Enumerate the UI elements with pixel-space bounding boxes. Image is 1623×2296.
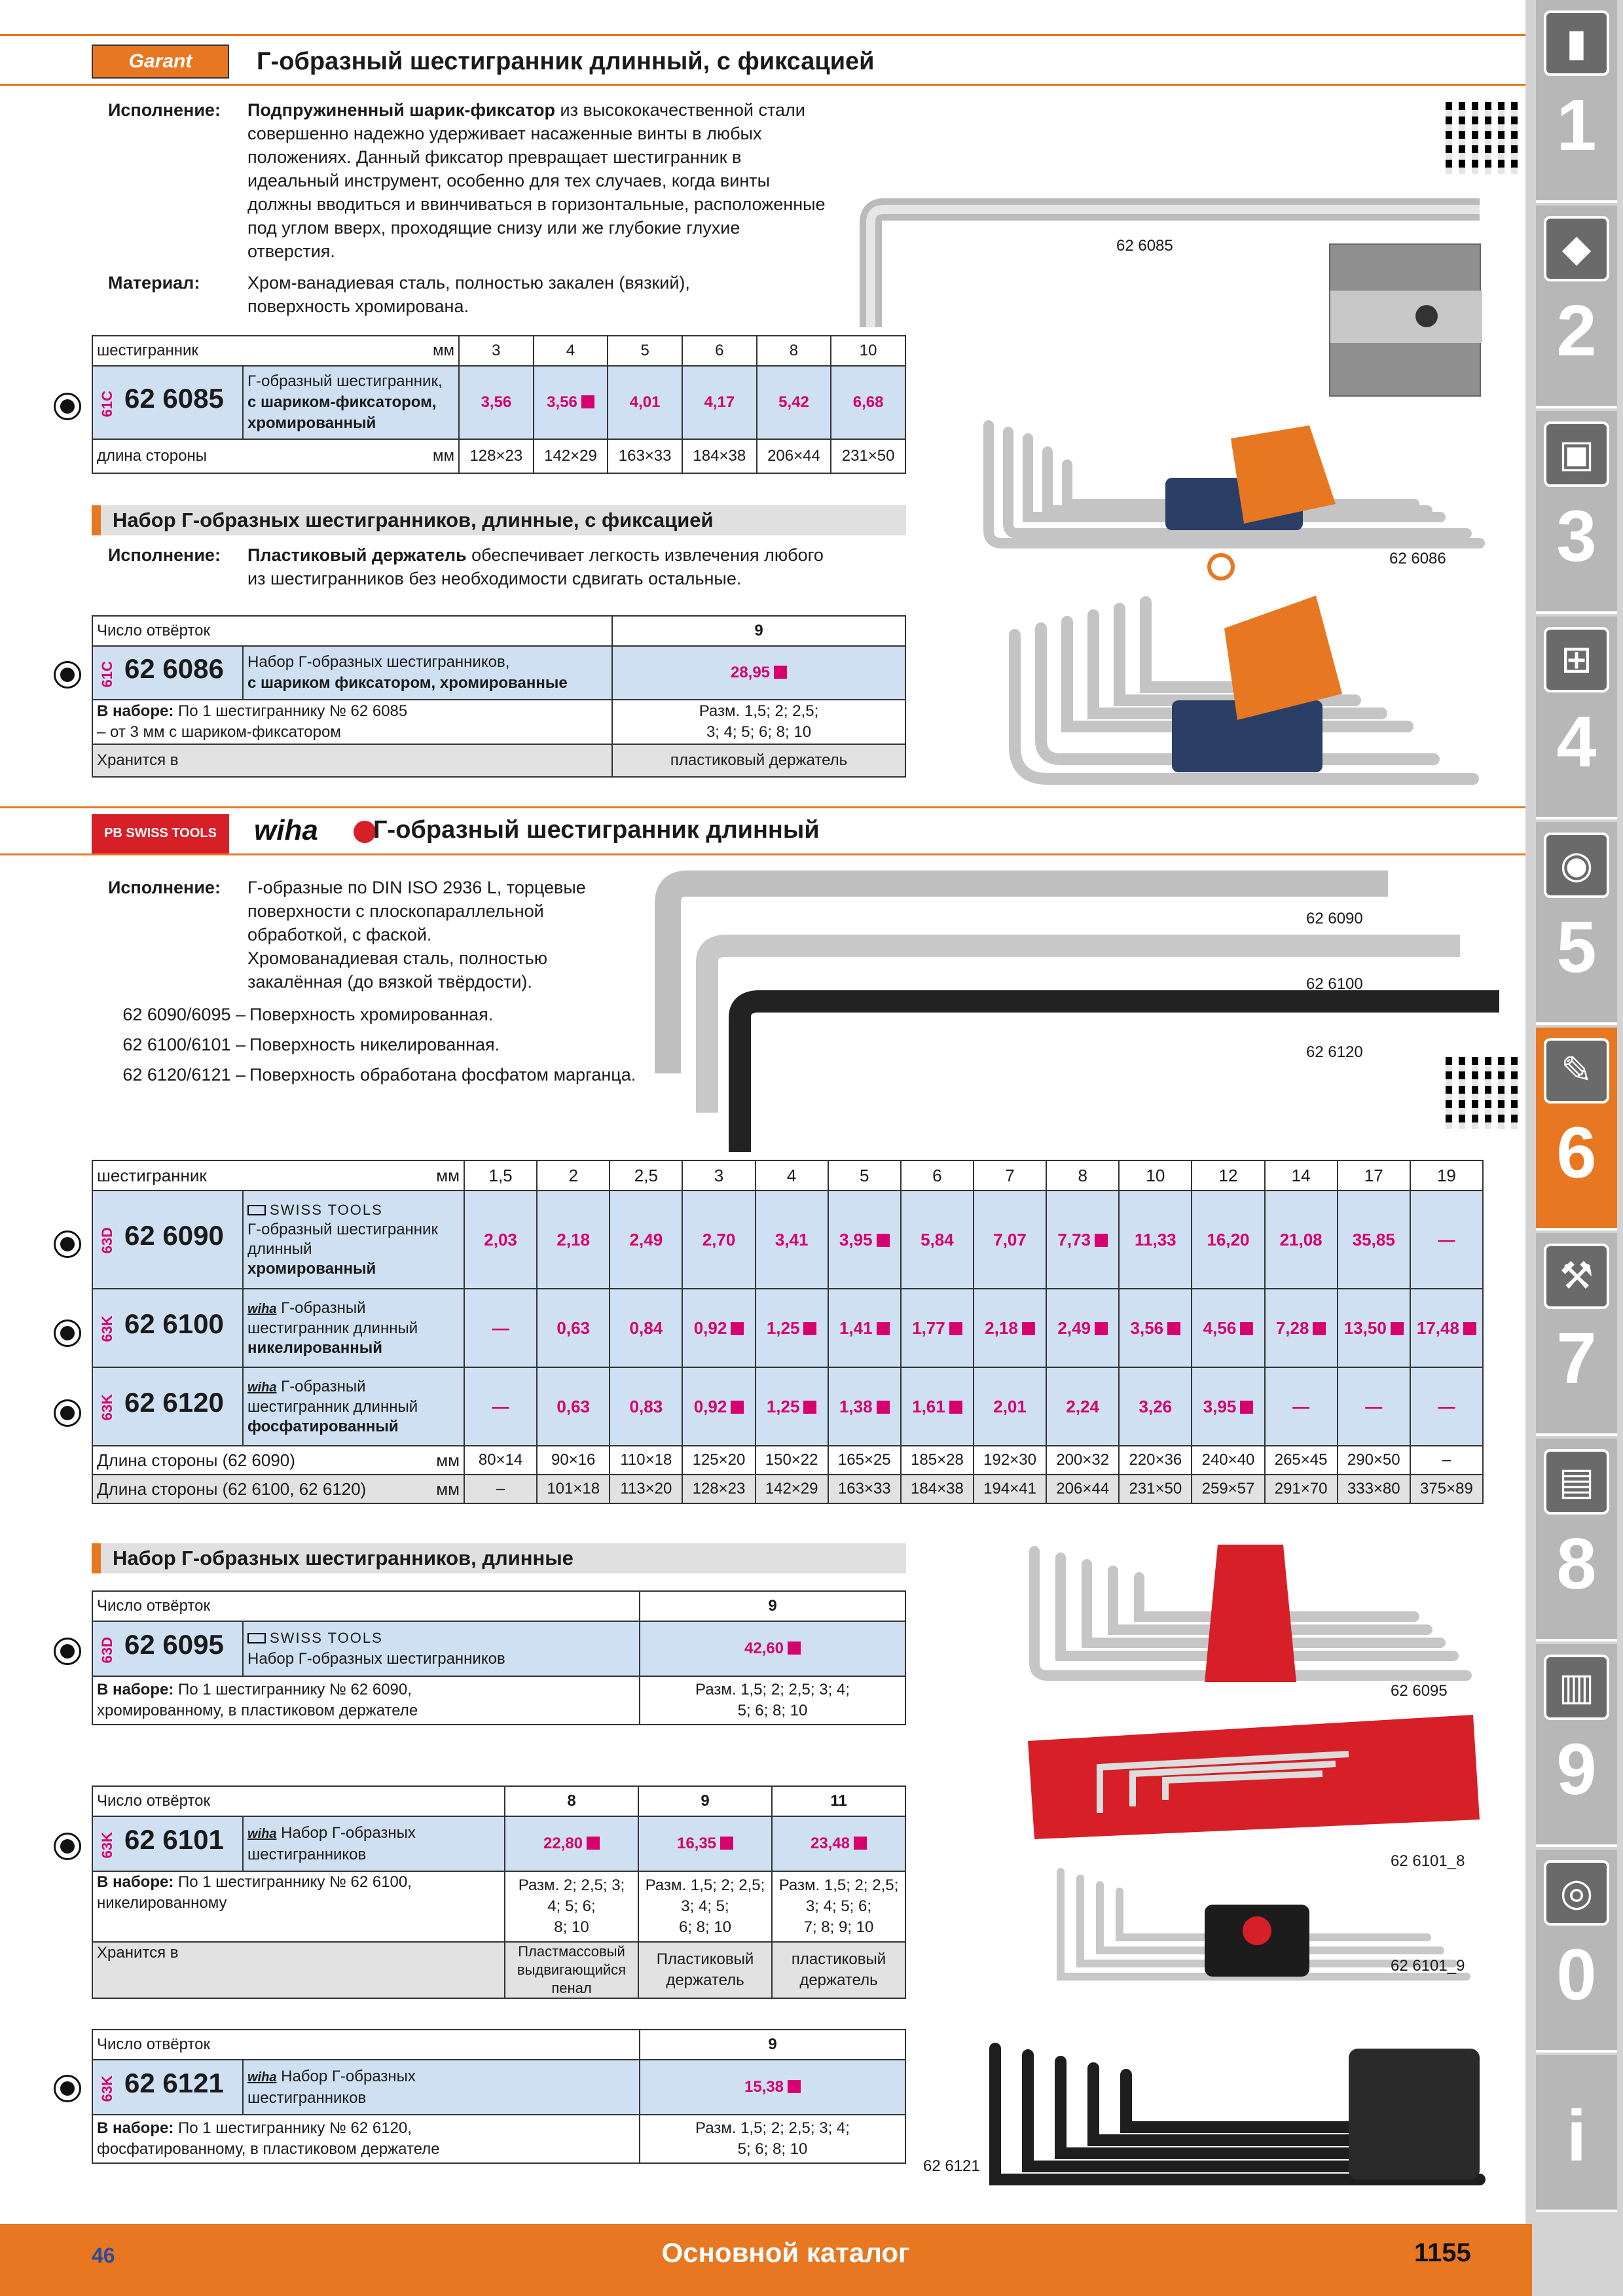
footer-page-right: 1155	[1414, 2238, 1471, 2267]
tab-number: 2	[1556, 291, 1597, 371]
top-rule	[0, 34, 1525, 36]
sidebar-tab-4[interactable]	[1536, 617, 1617, 819]
material-label: Материал:	[108, 273, 200, 293]
table-626121: Число отвёрток 9 63K 62 6121 wiha Набор Г-образных шестигранников 15,38 В наборе: По 1 шестиграннику № 62 6120, фосфатированному, в пластиковом держателе Разм. 1,5; 2; 2,5; 3; 4; 5; 6; 8; 10	[92, 2029, 906, 2164]
section-title-2: Набор Г-образных шестигранников, длинные, с фиксацией	[92, 505, 906, 535]
table-626101: Число отвёрток 8 9 11 63K 62 6101 wiha Набор Г-образных шестигранников 22,80 16,35 23,48 В наборе: По 1 шестиграннику № 62 6100, никелированному Разм. 2; 2,5; 3; 4; 5; 6; 8; 10 Разм. 1,5; 2; 2,5; 3; 4; 5; 6; 8; 10 Разм. 1,5; 2; 2,5; 3; 4; 5; 6; 7; 8; 9; 10 Хранится в Пластмассовый выдвигающийся пенал Пластиковый держатель пластиковый держатель	[92, 1785, 906, 1999]
article-626101: 62 6101	[124, 1824, 224, 1856]
caption-626090: 62 6090	[1306, 910, 1363, 927]
header-rule-3	[0, 853, 1525, 855]
bullet-626121	[54, 2075, 81, 2102]
tab-icon: ◆	[1544, 216, 1609, 281]
tab-number: 3	[1556, 496, 1597, 577]
bullet-626120	[54, 1399, 81, 1427]
article-626120: 62 6120	[124, 1387, 224, 1418]
wiha-logo: wiha	[254, 814, 318, 846]
article-626085: 62 6085	[124, 383, 224, 414]
tab-icon: ▣	[1544, 422, 1609, 487]
material-text: Хром-ванадиевая сталь, полностью закален (вязкий), поверхность хромирована.	[247, 273, 690, 316]
sidebar-tab-3[interactable]	[1536, 411, 1617, 614]
ispolnenie-label-2: Исполнение:	[108, 545, 221, 565]
bullet-626100	[54, 1319, 81, 1347]
article-626095: 62 6095	[124, 1629, 224, 1660]
sidebar-tab-5[interactable]	[1536, 822, 1617, 1025]
tab-icon: ◉	[1544, 833, 1609, 898]
bullet-626086	[54, 661, 81, 689]
section-title-3: Г-образный шестигранник длинный	[373, 816, 820, 844]
table-626085: шестигранник мм 3 4 5 6 8 10 61C 62 6085 Г-образный шестигранник, с шариком-фиксатором, хромированный 3,56 3,56 4,01 4,17 5,42 6,68 длина стороны мм 128×23 142×29 163×33 184×38 206×44 231×50	[92, 335, 906, 474]
tab-icon: ⚒	[1544, 1244, 1609, 1309]
tab-number: 5	[1556, 907, 1597, 988]
section-title-4: Набор Г-образных шестигранников, длинные	[92, 1543, 906, 1573]
bullet-626085	[54, 393, 81, 420]
garant-logo: Garant	[92, 45, 229, 79]
ispolnenie-text-3: Г-образные по DIN ISO 2936 L, торцевые поверхности с плоскопараллельной обработкой, с фаской. Хромованадиевая сталь, полностью закалённая (до вязкой твёрдости).	[247, 878, 586, 992]
footer-title: Основной каталог	[661, 2237, 910, 2268]
tab-number: 7	[1556, 1318, 1597, 1399]
sidebar-tab-9[interactable]	[1536, 1644, 1617, 1847]
hex-key-set-image-626086-b	[976, 583, 1499, 798]
article-626100: 62 6100	[124, 1308, 224, 1340]
caption-626095: 62 6095	[1391, 1682, 1448, 1700]
set-image-626101-8	[1021, 1715, 1486, 1846]
tab-number: 0	[1556, 1935, 1597, 2015]
caption-626121: 62 6121	[923, 2157, 980, 2175]
table-row-626090: 63D 62 6090 SWISS TOOLS Г-образный шестигранник длинный хромированный 2,03 2,18 2,49 2,70 3,41 3,95 5,84 7,07 7,73 11,33 16,20 21,08 35,85 —	[92, 1191, 1483, 1289]
tab-icon: ▮	[1544, 10, 1609, 76]
tab-number: 9	[1556, 1729, 1597, 1810]
tab-icon: ◎	[1544, 1860, 1609, 1926]
caption-626101-8: 62 6101_8	[1391, 1852, 1465, 1870]
bullet-626101	[54, 1833, 81, 1860]
footer-page-left: 46	[92, 2244, 115, 2267]
tab-icon: ▤	[1544, 1449, 1609, 1515]
tab-icon: ⊞	[1544, 627, 1609, 692]
set-image-626095	[1021, 1532, 1480, 1689]
article-626090: 62 6090	[124, 1220, 224, 1251]
tab-number: i	[1566, 2096, 1587, 2176]
wiha-logo-mark	[354, 821, 376, 843]
ispolnenie-label-3: Исполнение:	[108, 878, 221, 897]
ispolnenie-label: Исполнение:	[108, 100, 221, 120]
caption-626100: 62 6100	[1306, 975, 1363, 993]
qr-code	[1446, 102, 1518, 174]
tab-number: 4	[1556, 702, 1597, 782]
detail-photo	[1329, 243, 1481, 397]
header-rule	[0, 84, 1525, 86]
hex-keys-image-6090-6100-6120	[642, 864, 1506, 1158]
set-image-626101-9	[1048, 1865, 1480, 1996]
table-626095: Число отвёрток 9 63D 62 6095 SWISS TOOLS Набор Г-образных шестигранников 42,60 В наборе: По 1 шестиграннику № 62 6090, хромированному, в пластиковом держателе Разм. 1,5; 2; 2,5; 3; 4; 5; 6; 8; 10	[92, 1590, 906, 1725]
section-rule-3	[0, 806, 1525, 808]
sidebar-tab-8[interactable]	[1536, 1439, 1617, 1641]
sidebar-tab-2[interactable]	[1536, 206, 1617, 408]
sidebar-tab-1[interactable]	[1536, 0, 1617, 203]
caption-626101-9: 62 6101_9	[1391, 1957, 1465, 1975]
surface-notes: 62 6090/6095 – Поверхность хромированная. 62 6100/6101 – Поверхность никелированная. 62 6120/6121 – Поверхность обработана фосфатом марганца.	[122, 1005, 636, 1085]
ispolnenie-text-2: Пластиковый держатель обеспечивает легкость извлечения любого из шестигранников без необходимости сдвигать остальные.	[247, 545, 824, 588]
pb-swiss-tools-logo: PB SWISS TOOLS	[92, 814, 229, 853]
table-row-626100: 63K 62 6100 wiha Г-образный шестигранник длинный никелированный — 0,63 0,84 0,92 1,25 1,41 1,77 2,18 2,49 3,56 4,56 7,28 13,50 17,48	[92, 1289, 1483, 1367]
qr-code-2	[1446, 1057, 1518, 1129]
tab-icon: ✎	[1544, 1038, 1609, 1103]
sidebar-tab-7[interactable]	[1536, 1233, 1617, 1436]
bullet-626090	[54, 1230, 81, 1258]
set-image-626121	[982, 2029, 1493, 2199]
article-626121: 62 6121	[124, 2068, 224, 2099]
caption-626085: 62 6085	[1116, 237, 1173, 255]
table-row-626120: 63K 62 6120 wiha Г-образный шестигранник длинный фосфатированный — 0,63 0,83 0,92 1,25 1,38 1,61 2,01 2,24 3,26 3,95 — — —	[92, 1367, 1483, 1446]
article-626086: 62 6086	[124, 653, 224, 685]
ispolnenie-text: Подпружиненный шарик-фиксатор из высококачественной стали совершенно надежно удерживает насаженные винты в любых положениях. Данный фиксатор превращает шестигранник в идеальный инструмент, особенно для тех случаев, когда винты должны вводиться и ввинчиваться в горизонтальные, расположенные под углом вверх, проходящие снизу или же глубокие глухие отверстия.	[247, 100, 826, 261]
tab-number: 6	[1556, 1113, 1597, 1193]
section-title-1: Г-образный шестигранник длинный, с фиксацией	[257, 48, 875, 75]
caption-626120: 62 6120	[1306, 1043, 1363, 1061]
sidebar-tab-6[interactable]	[1536, 1028, 1617, 1230]
table-sizes-6090-6100-6120: шестигранник мм 1,5 2 2,5 3 4 5 6 7 8 10 12 14 17 19 63D 62 6090 SWISS TOOLS Г-образный шестигранник длинный хромированный 2,03 2,18 2,49 2,70 3,41 3,95 5,84 7,07 7,73 11,33 16,20 21,08 35,85 — 63K 62 6100 wiha Г-образный шестигранник длинный никелированный — 0,63 0,84 0,92 1,25 1,41 1,77 2,18 2,49 3,56 4,56 7,28 13,50 17,48 63K 62 6120 wiha Г-образный шестигранник длинный фосфатированный — 0,63 0,83 0,92 1,25 1,38 1,61 2,01 2,24 3,26 3,95 — — — Длина стороны (62 6090) мм 80×14 90×16 110×18 125×20 150×22 165×25 185×28 192×30 200×32 220×36 240×40 265×45 290×50 – Длина стороны (62 6100, 62 6120) мм – 101×18 113×20 128×23 142×29 163×33 184×38 194×41 206×44 231×50 259×57 291×70 333×80 375×89	[92, 1160, 1484, 1504]
tab-icon: ▥	[1544, 1655, 1609, 1720]
tab-number: 1	[1556, 85, 1597, 166]
caption-626086: 62 6086	[1389, 550, 1446, 567]
table-626086: Число отвёрток 9 61C 62 6086 Набор Г-образных шестигранников, с шариком фиксатором, хромированные 28,95 В наборе: По 1 шестиграннику № 62 6085 – от 3 мм с шариком-фиксатором Разм. 1,5; 2; 2,5; 3; 4; 5; 6; 8; 10 Хранится в пластиковый держатель	[92, 615, 906, 778]
sidebar-tab-0[interactable]	[1536, 1850, 1617, 2053]
bullet-626095	[54, 1638, 81, 1665]
ispolnenie-bold: Подпружиненный шарик-фиксатор	[247, 100, 556, 120]
tab-number: 8	[1556, 1524, 1597, 1604]
sidebar-tab-i[interactable]	[1536, 2055, 1617, 2212]
